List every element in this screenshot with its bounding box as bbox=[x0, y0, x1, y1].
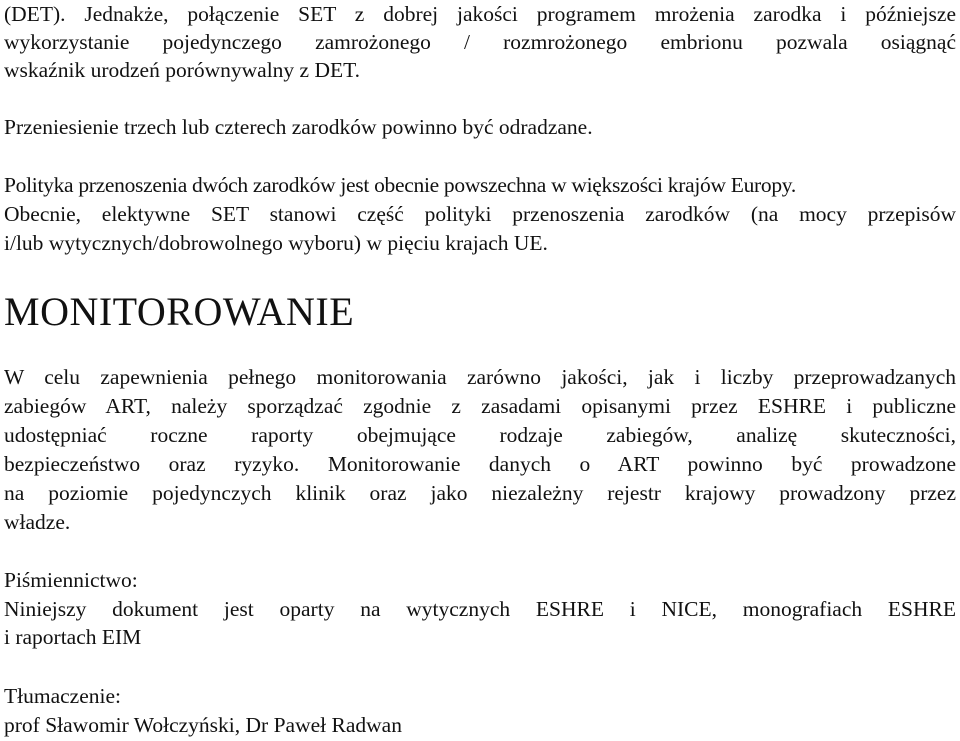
paragraph-embryo-transfer: Przeniesienie trzech lub czterech zarodków powinno być odradzane. bbox=[4, 115, 593, 139]
translation-authors: prof Sławomir Wołczyński, Dr Paweł Radwan bbox=[4, 713, 402, 737]
monitoring-line: udostępniać roczne raporty obejmujące rodzaje zabiegów, analizę skuteczności, bbox=[4, 423, 956, 447]
monitoring-line: bezpieczeństwo oraz ryzyko. Monitorowanie danych o ART powinno być prowadzone bbox=[4, 452, 956, 476]
references-line: i raportach EIM bbox=[4, 625, 142, 649]
policy-line: Obecnie, elektywne SET stanowi część polityki przenoszenia zarodków (na mocy przepisów bbox=[4, 202, 956, 226]
monitoring-line: władze. bbox=[4, 510, 71, 534]
intro-line: (DET). Jednakże, połączenie SET z dobrej jakości programem mrożenia zarodka i późniejsze bbox=[4, 2, 956, 26]
section-heading: MONITOROWANIE bbox=[4, 289, 355, 334]
translation-label: Tłumaczenie: bbox=[4, 684, 121, 708]
policy-line: i/lub wytycznych/dobrowolnego wyboru) w pięciu krajach UE. bbox=[4, 231, 548, 255]
policy-line: Polityka przenoszenia dwóch zarodków jest obecnie powszechna w większości krajów Europy. bbox=[4, 173, 796, 197]
references-label: Piśmiennictwo: bbox=[4, 568, 138, 592]
monitoring-line: W celu zapewnienia pełnego monitorowania zarówno jakości, jak i liczby przeprowadzanych bbox=[4, 365, 956, 389]
intro-line: wykorzystanie pojedynczego zamrożonego / rozmrożonego embrionu pozwala osiągnąć bbox=[4, 30, 956, 54]
monitoring-line: na poziomie pojedynczych klinik oraz jako niezależny rejestr krajowy prowadzony przez bbox=[4, 481, 956, 505]
intro-line: wskaźnik urodzeń porównywalny z DET. bbox=[4, 58, 361, 82]
monitoring-line: zabiegów ART, należy sporządzać zgodnie z zasadami opisanymi przez ESHRE i publiczne bbox=[4, 394, 956, 418]
references-line: Niniejszy dokument jest oparty na wytycznych ESHRE i NICE, monografiach ESHRE bbox=[4, 597, 956, 621]
